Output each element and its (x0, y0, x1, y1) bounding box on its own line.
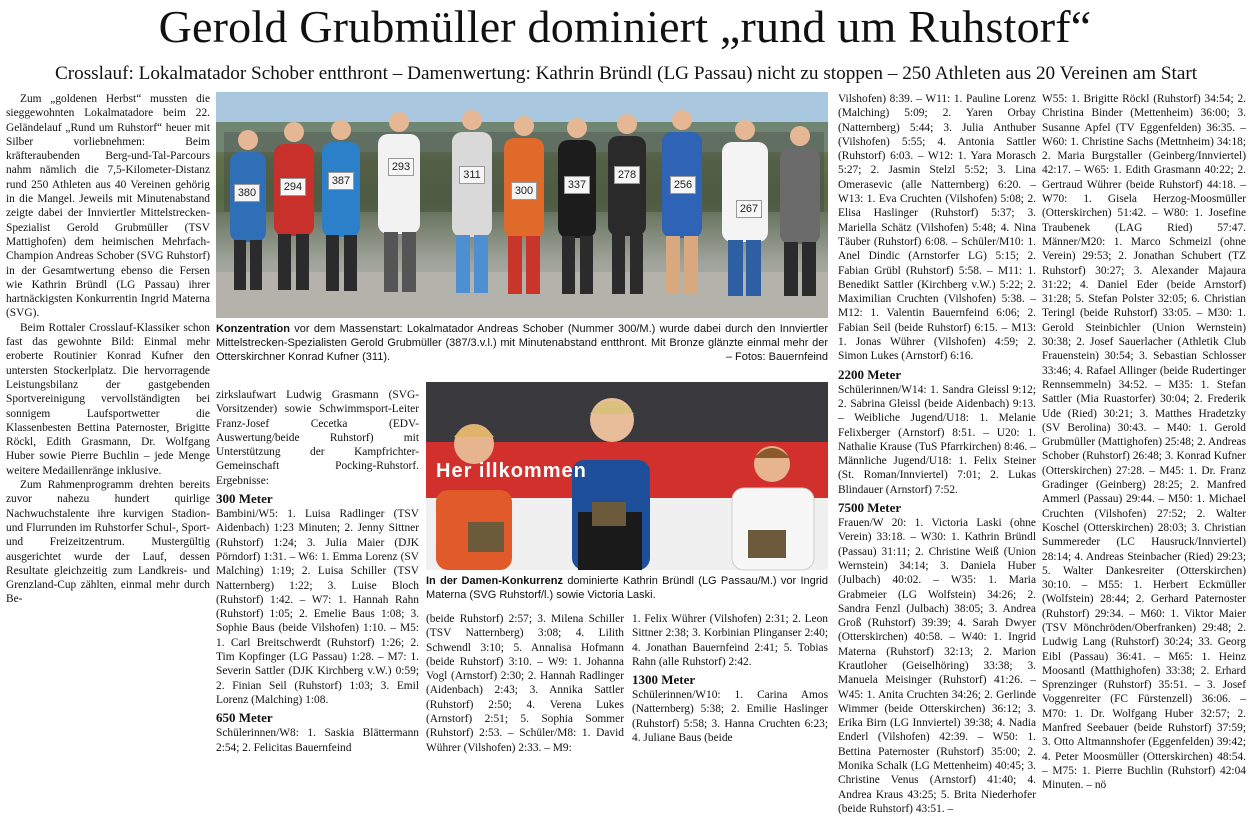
banner-text: Her illkommen (436, 460, 587, 482)
bib-number: 293 (388, 158, 414, 176)
article-paragraph: Zum Rahmenprogramm drehten bereits zuvor nahezu hundert quirlige Nachwuchstalente ihre kurvigen Stadion- und Flurrunden im Ruhstorfer Schul-, Sport- und Freizeitzentrum. Mustergültig ausgerichtet wurde der Lauf, dessen Resultate gleichzeitig zum Landkreis- und Grenzland-Cup zählten, einmal mehr durch Be- (6, 479, 210, 606)
caption-text: dominierte Kathrin Bründl (LG Passau/M.) vor Ingrid Materna (SVG Ruhstorf/l.) sowie Victoria Laski. (426, 575, 828, 601)
podium-photo (426, 382, 828, 570)
bib-number: 387 (328, 172, 354, 190)
subheadline: Crosslauf: Lokalmatador Schober entthront – Damenwertung: Kathrin Bründl (LG Passau) nicht zu stoppen – 250 Athleten aus 20 Vereinen am Start (54, 63, 1198, 84)
results-column-3 (426, 612, 624, 754)
bib-number: 311 (459, 166, 485, 184)
results-text: Schülerinnen/W14: 1. Sandra Gleissl 9:12; 2. Sabrina Gleissl (beide Aidenbach) 9:13. – Weibliche Jugend/U18: 1. Melanie Felixberger (Arnstorf) 8:51. – U20: 1. Nathalie Krause (TuS Pfarrkirchen) 8:46. – Männliche Jugend/U18: 1. Felix Steiner (St. Roman/Innviertel) 7:01; 2. Lukas Blindauer (Arnstorf) 7:52. (838, 383, 1036, 496)
article-column-1 (6, 92, 210, 742)
photo-credit: – Fotos: Bauernfeind (725, 351, 828, 363)
results-column-4 (632, 612, 828, 746)
results-text: Frauen/W 20: 1. Victoria Laski (ohne Verein) 33:18. – W30: 1. Kathrin Bründl (Passau) 31:11; 2. Christine Weiß (Union Wernstein) 34:14; 3. Daniela Huber (Julbach) 40:02. – W35: 1. Maria Grabmeier (LG Wolfstein) 34:26; 2. Sandra Fenzl (Julbach) 38:05; 3. Andrea Groß (Ruhstorf) 39:39; 4. Sarah Dwyer (Otterskirchen) 40:58. – W40: 1. Ingrid Materna (Ruhstorf) 32:13; 2. Marion Krautloher (Geiselhöring) 33:38; 3. Manuela Meisinger (Ruhstorf) 41:26. – W45: 1. Anita Cruchten 34:26; 2. Gerlinde Wimmer (beide Otterskirchen) 36:12; 3. Erika Birn (LG Innviertel) 39:38; 4. Nadia Enderl (Vilshofen) 42:39. – W50: 1. Bettina Paternoster (Ruhstorf) 35:00; 2. Monika Schalk (LG Mettenheim) 40:45; 3. Christine Venus (Arnstorf) 41:40; 4. Andrea Kraus 43:25; 5. Brita Niederhofer (beide Ruhstorf) 43:51. – (838, 517, 1036, 815)
photo-caption (426, 574, 828, 608)
caption-lead: In der Damen-Konkurrenz (426, 575, 563, 587)
bib-number: 256 (670, 176, 696, 194)
mass-start-photo (216, 92, 828, 318)
caption-lead: Konzentration (216, 323, 290, 335)
headline: Gerold Grubmüller dominiert „rund um Ruhstorf“ (158, 1, 1092, 52)
results-text: W55: 1. Brigitte Röckl (Ruhstorf) 34:54; 2. Christina Binder (Mettenheim) 36:00; 3. Susanne Apfel (TV Eggenfelden) 36:35. – W60: 1. Christine Sachs (Mettnheim) 34:18; 2. Maria Burgstaller (Geinberg/Innviertel) 42:17. – W65: 1. Edith Grasmann 40:22; 2. Gertraud Wührer (beide Ruhstorf) 44:18. – W70: 1. Gisela Herzog-Moosmüller (Otterskirchen) 51:42. – W80: 1. Josefine Traubenek (LAG Ried) 57:47. Männer/M20: 1. Marco Schmeizl (ohne Verein) 29:53; 2. Jonathan Schubert (TZ Ruhstorf) 30:27; 3. Alexander Majaura 31:22; 4. Daniel Eder (beide Arnstorf) 31:28; 5. Stefan Polster 32:05; 6. Christian Teringl (beide Ruhstorf) 33:05. – M30: 1. Gerold Steinbichler (Union Wernstein) 30:38; 2. Josef Sauerlacher (Athletik Club Frauenstein) 30:54; 3. Sebastian Schlosser 33:46; 4. Rafael Allinger (beide Rudertinger Rennsemmeln) 34:52. – M35: 1. Stefan Sattler (Mia Ruastorfer) 30:04; 2. Frederik Ude (Ried) 30:21; 3. Matthes Hradetzky (SV Berolina) 30:43. – M40: 1. Gerold Grubmüller (Mattighofen) 25:48; 2. Andreas Schober (Ruhstorf) 26:48; 3. Konrad Kufner (Otterskirchen) 27:28. – M45: 1. Dr. Franz Gradinger (Geinberg) 28:25; 2. Manfred Ammerl (Passau) 29:44. – M50: 1. Michael Cruchten (Vilshofen) 27:52; 2. Walter Koschel (Otterskirchen) 28:03; 3. Christian Summereder (LC Hausruck/Innviertel) 28:14; 4. Andreas Steinbacher (Ried) 29:23; 5. Walter Dankesreiter (Otterskirchen) 30:10. – M55: 1. Herbert Eckmüller (Wolfstein) 28:44; 2. Gerhard Paternoster (Ruhstorf) 29:34. – M60: 1. Viktor Maier (TSV Mönchröden/Oberfranken) 29:48; 2. Ludwig Lang (Ruhstorf) 30:24; 33. Georg Eibl (Passau) 36:41. – M65: 1. Heinz Moosantl (Matthighofen) 33:38; 2. Erhard Sprenzinger (Ruhstorf) 35:51. – 3. Josef Voggenreiter (FC Fürstenzell) 36:06. – M70: 1. Dr. Wolfgang Huber 32:57; 2. Manfred Seebauer (beide Ruhstorf) 37:59; 3. Otto Altmannshofer (Eggenfelden) 39:42; 4. Peter Moosmüller (Otterskirchen) 48:54. – M75: 1. Pierre Buchlin (Ruhstorf) 42:04 Minuten. – nö (1042, 93, 1246, 792)
article-paragraph: Zum „goldenen Herbst“ mussten die sieggewohnten Lokalmatadore beim 22. Geländelauf „Rund um Ruhstorf“ heuer mit Silber vorliebnehmen: Beim kräfteraubenden Berg-und-Tal-Parcours nahm nämlich die 7,5-Kilometer-Distanz rund 250 Athleten aus 40 Vereinen gehörig in die Mangel. Jeweils mit Minutenabstand zeigte dabei der Innviertler Mittelstrecken-Spezialist Gerold Grubmüller (TSV Mattighofen) dem heimischen Mehrfach-Champion Andreas Schober (SVG Ruhstorf) in der Gesamtwertung ebenso die Fersen wie Kathrin Bründl (LG Passau) ihrer hartnäckigsten Konkurrentin Ingrid Materna (SVG). (6, 93, 210, 320)
bib-number: 267 (736, 200, 762, 218)
results-text: (beide Ruhstorf) 2:57; 3. Milena Schiller (TSV Natternberg) 3:08; 4. Lilith Schwendl 3:10; 5. Annalisa Hofmann (beide Ruhstorf) 3:10. – W9: 1. Johanna Vogl (Arnstorf) 2:30; 2. Hannah Radlinger (Aidenbach) 2:43; 3. Annika Sattler (Ruhstorf) 2:50; 4. Verena Lukes (Arnstorf) 2:51; 5. Sophia Sommer (Ruhstorf) 2:53. – Schüler/M8: 1. David Wührer (Vilshofen) 2:33. – M9: (426, 613, 624, 754)
section-heading: 1300 Meter (632, 672, 696, 688)
results-text: Bambini/W5: 1. Luisa Radlinger (TSV Aidenbach) 1:23 Minuten; 2. Jenny Sittner (Ruhstorf) 1:24; 3. Julia Maier (DJK Pörndorf) 1:31. – W6: 1. Emma Lorenz (SV Malching) 1:19; 2. Luisa Schiller (TSV Natternberg) 1:22; 3. Luise Bloch (Ruhstorf) 1:42. – W7: 1. Hannah Rahn (Ruhstorf) 1:05; 2. Emelie Baus 1:08; 3. Sophie Baus (beide Vilshofen) 1:10. – M5: 1. Carl Breitschwerdt (Ruhstorf) 1:26; 2. Tim Kopfinger (LG Passau) 1:28. – M7: 1. Severin Sattler (DJK Kirchberg v.W.) 0:59; 2. Finian Seil (Ruhstorf) 1:03; 3. Emil Lorenz (Malching) 1:08. (216, 508, 419, 706)
section-heading: 300 Meter (216, 491, 273, 507)
article-paragraph: Beim Rottaler Crosslauf-Klassiker schon fast das gewohnte Bild: Einmal mehr eroberte Routinier Konrad Kufner den untersten Stockerlplatz. Die hervorragende Leistungsbilanz der gastgebenden Sportvereinigung vervollständigten bei sonnigem Laufsportwetter die Klassenbesten Bettina Paternoster, Brigitte Röckl, Edith Grasmann, Dr. Wolfgang Huber sowie Pierre Buchlin – jede Menge weitere Medaillenränge inklusive. (6, 321, 210, 477)
results-text: 1. Felix Wührer (Vilshofen) 2:31; 2. Leon Sittner 2:38; 3. Korbinian Plinganser 2:40; 4. Jonathan Bauernfeind 2:41; 5. Tobias Rahn (alle Ruhstorf) 2:42. (632, 613, 828, 668)
results-column-6 (1042, 92, 1246, 792)
results-text: Schülerinnen/W10: 1. Carina Amos (Natternberg) 5:38; 2. Emilie Haslinger (Ruhstorf) 5:58; 3. Hanna Cruchten 6:23; 4. Juliane Baus (beide (632, 689, 828, 745)
results-column-5 (838, 92, 1036, 815)
article-paragraph: zirkslaufwart Ludwig Grasmann (SVG-Vorsitzender) sowie Schwimmsport-Leiter Franz-Josef Cecetka (EDV-Auswertung/beide Ruhstorf) mit Unterstützung der Kampfrichter-Gemeinschaft Pocking-Ruhstorf. Ergebnisse: (216, 389, 419, 487)
results-text: Schülerinnen/W8: 1. Saskia Blättermann 2:54; 2. Felicitas Bauernfeind (216, 727, 419, 754)
bib-number: 380 (234, 184, 260, 202)
photo-caption (216, 322, 828, 378)
results-column-2 (216, 388, 419, 754)
section-heading: 2200 Meter (838, 366, 902, 382)
bib-number: 300 (511, 182, 537, 200)
caption-text: vor dem Massenstart: Lokalmatador Andreas Schober (Nummer 300/M.) wurde dabei durch den Innviertler Mittelstrecken-Spezialisten Gerold Grubmüller (387/3.v.l.) mit Minutenabstand entthront. Mit Bronze glänzte einmal mehr der Otterskirchner Konrad Kufner (311). (216, 323, 828, 363)
bib-number: 294 (280, 178, 306, 196)
bib-number: 337 (564, 176, 590, 194)
results-text: Vilshofen) 8:39. – W11: 1. Pauline Lorenz (Malching) 5:09; 2. Yaren Orbay (Natternberg) 5:44; 3. Julia Anthuber (Vilshofen) 5:55; 4. Antonia Sattler (Ruhstorf) 6:03. – W12: 1. Yara Morasch 5:27; 2. Jasmin Stelzl 5:52; 3. Lina Omerasevic (alle Natternberg) 6:20. – W13: 1. Eva Cruchten (Vilshofen) 5:08; 2. Elisa Haslinger (Ruhstorf) 5:37; 3. Mariella Schätz (Vilshofen) 5:48; 4. Nina Täuber (Ruhstorf) 6:08. – Schüler/M10: 1. Anel Dindic (Arnstorfer LG) 5:15; 2. Fabian Grübl (Ruhstorf) 5:58. – M11: 1. Benedikt Sattler (Kirchberg v.W.) 5:22; 2. Maximilian Cruchten (Vilshofen) 5:38. – M12: 1. Valentin Bauernfeind 6:06; 2. Fabian Seil (beide Ruhstorf) 6:15. – M13: 1. Jonas Wührer (Vilshofen) 4:59; 2. Simon Lukes (Arnstorf) 6:16. (838, 93, 1036, 363)
section-heading: 7500 Meter (838, 500, 902, 516)
section-heading: 650 Meter (216, 710, 273, 726)
bib-number: 278 (614, 166, 640, 184)
